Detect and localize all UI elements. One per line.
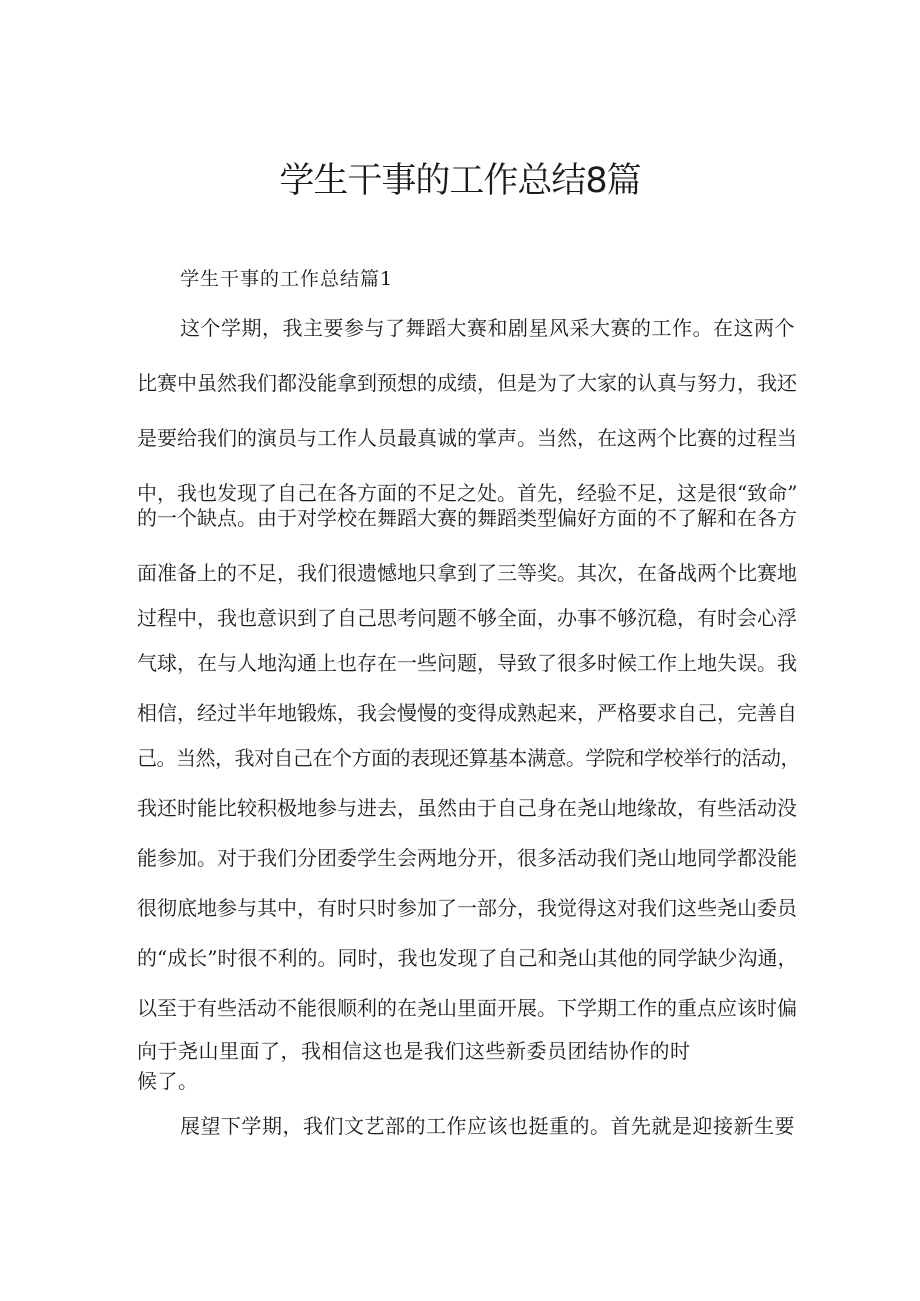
paragraph-line: 展望下学期，我们文艺部的工作应该也挺重的。首先就是迎接新生要 xyxy=(180,1114,795,1138)
paragraph-line: 相信，经过半年地锻炼，我会慢慢的变得成熟起来，严格要求自己，完善自 xyxy=(137,701,797,725)
paragraph-line: 比赛中虽然我们都没能拿到预想的成绩，但是为了大家的认真与努力，我还 xyxy=(137,371,797,395)
section-heading: 学生干事的工作总结篇1 xyxy=(180,268,394,290)
paragraph-line: 的“成长”时很不利的。同时，我也发现了自己和尧山其他的同学缺少沟通， xyxy=(137,946,798,970)
paragraph-line: 能参加。对于我们分团委学生会两地分开，很多活动我们尧山地同学都没能 xyxy=(137,846,797,870)
paragraph-line: 过程中，我也意识到了自己思考问题不够全面，办事不够沉稳，有时会心浮 xyxy=(137,606,797,630)
paragraph-line: 这个学期，我主要参与了舞蹈大赛和剧星风采大赛的工作。在这两个 xyxy=(180,316,795,340)
paragraph-line: 的一个缺点。由于对学校在舞蹈大赛的舞蹈类型偏好方面的不了解和在各方 xyxy=(137,506,797,530)
paragraph-line: 面准备上的不足，我们很遗憾地只拿到了三等奖。其次，在备战两个比赛地 xyxy=(137,561,797,585)
paragraph-line: 以至于有些活动不能很顺利的在尧山里面开展。下学期工作的重点应该时偏 xyxy=(137,996,797,1020)
paragraph-line: 中，我也发现了自己在各方面的不足之处。首先，经验不足，这是很“致命” xyxy=(137,481,798,505)
paragraph-line: 我还时能比较积极地参与进去，虽然由于自己身在尧山地缘故，有些活动没 xyxy=(137,796,797,820)
document-title: 学生干事的工作总结8篇 xyxy=(279,161,641,201)
paragraph-line: 己。当然，我对自己在个方面的表现还算基本满意。学院和学校举行的活动， xyxy=(137,746,800,770)
paragraph-line: 向于尧山里面了，我相信这也是我们这些新委员团结协作的时 xyxy=(137,1039,691,1063)
paragraph-line: 是要给我们的演员与工作人员最真诚的掌声。当然，在这两个比赛的过程当 xyxy=(137,426,797,450)
paragraph-line: 候了。 xyxy=(137,1069,199,1093)
paragraph-line: 很彻底地参与其中，有时只时参加了一部分，我觉得这对我们这些尧山委员 xyxy=(137,896,797,920)
paragraph-line: 气球，在与人地沟通上也存在一些问题，导致了很多时候工作上地失误。我 xyxy=(137,651,797,675)
